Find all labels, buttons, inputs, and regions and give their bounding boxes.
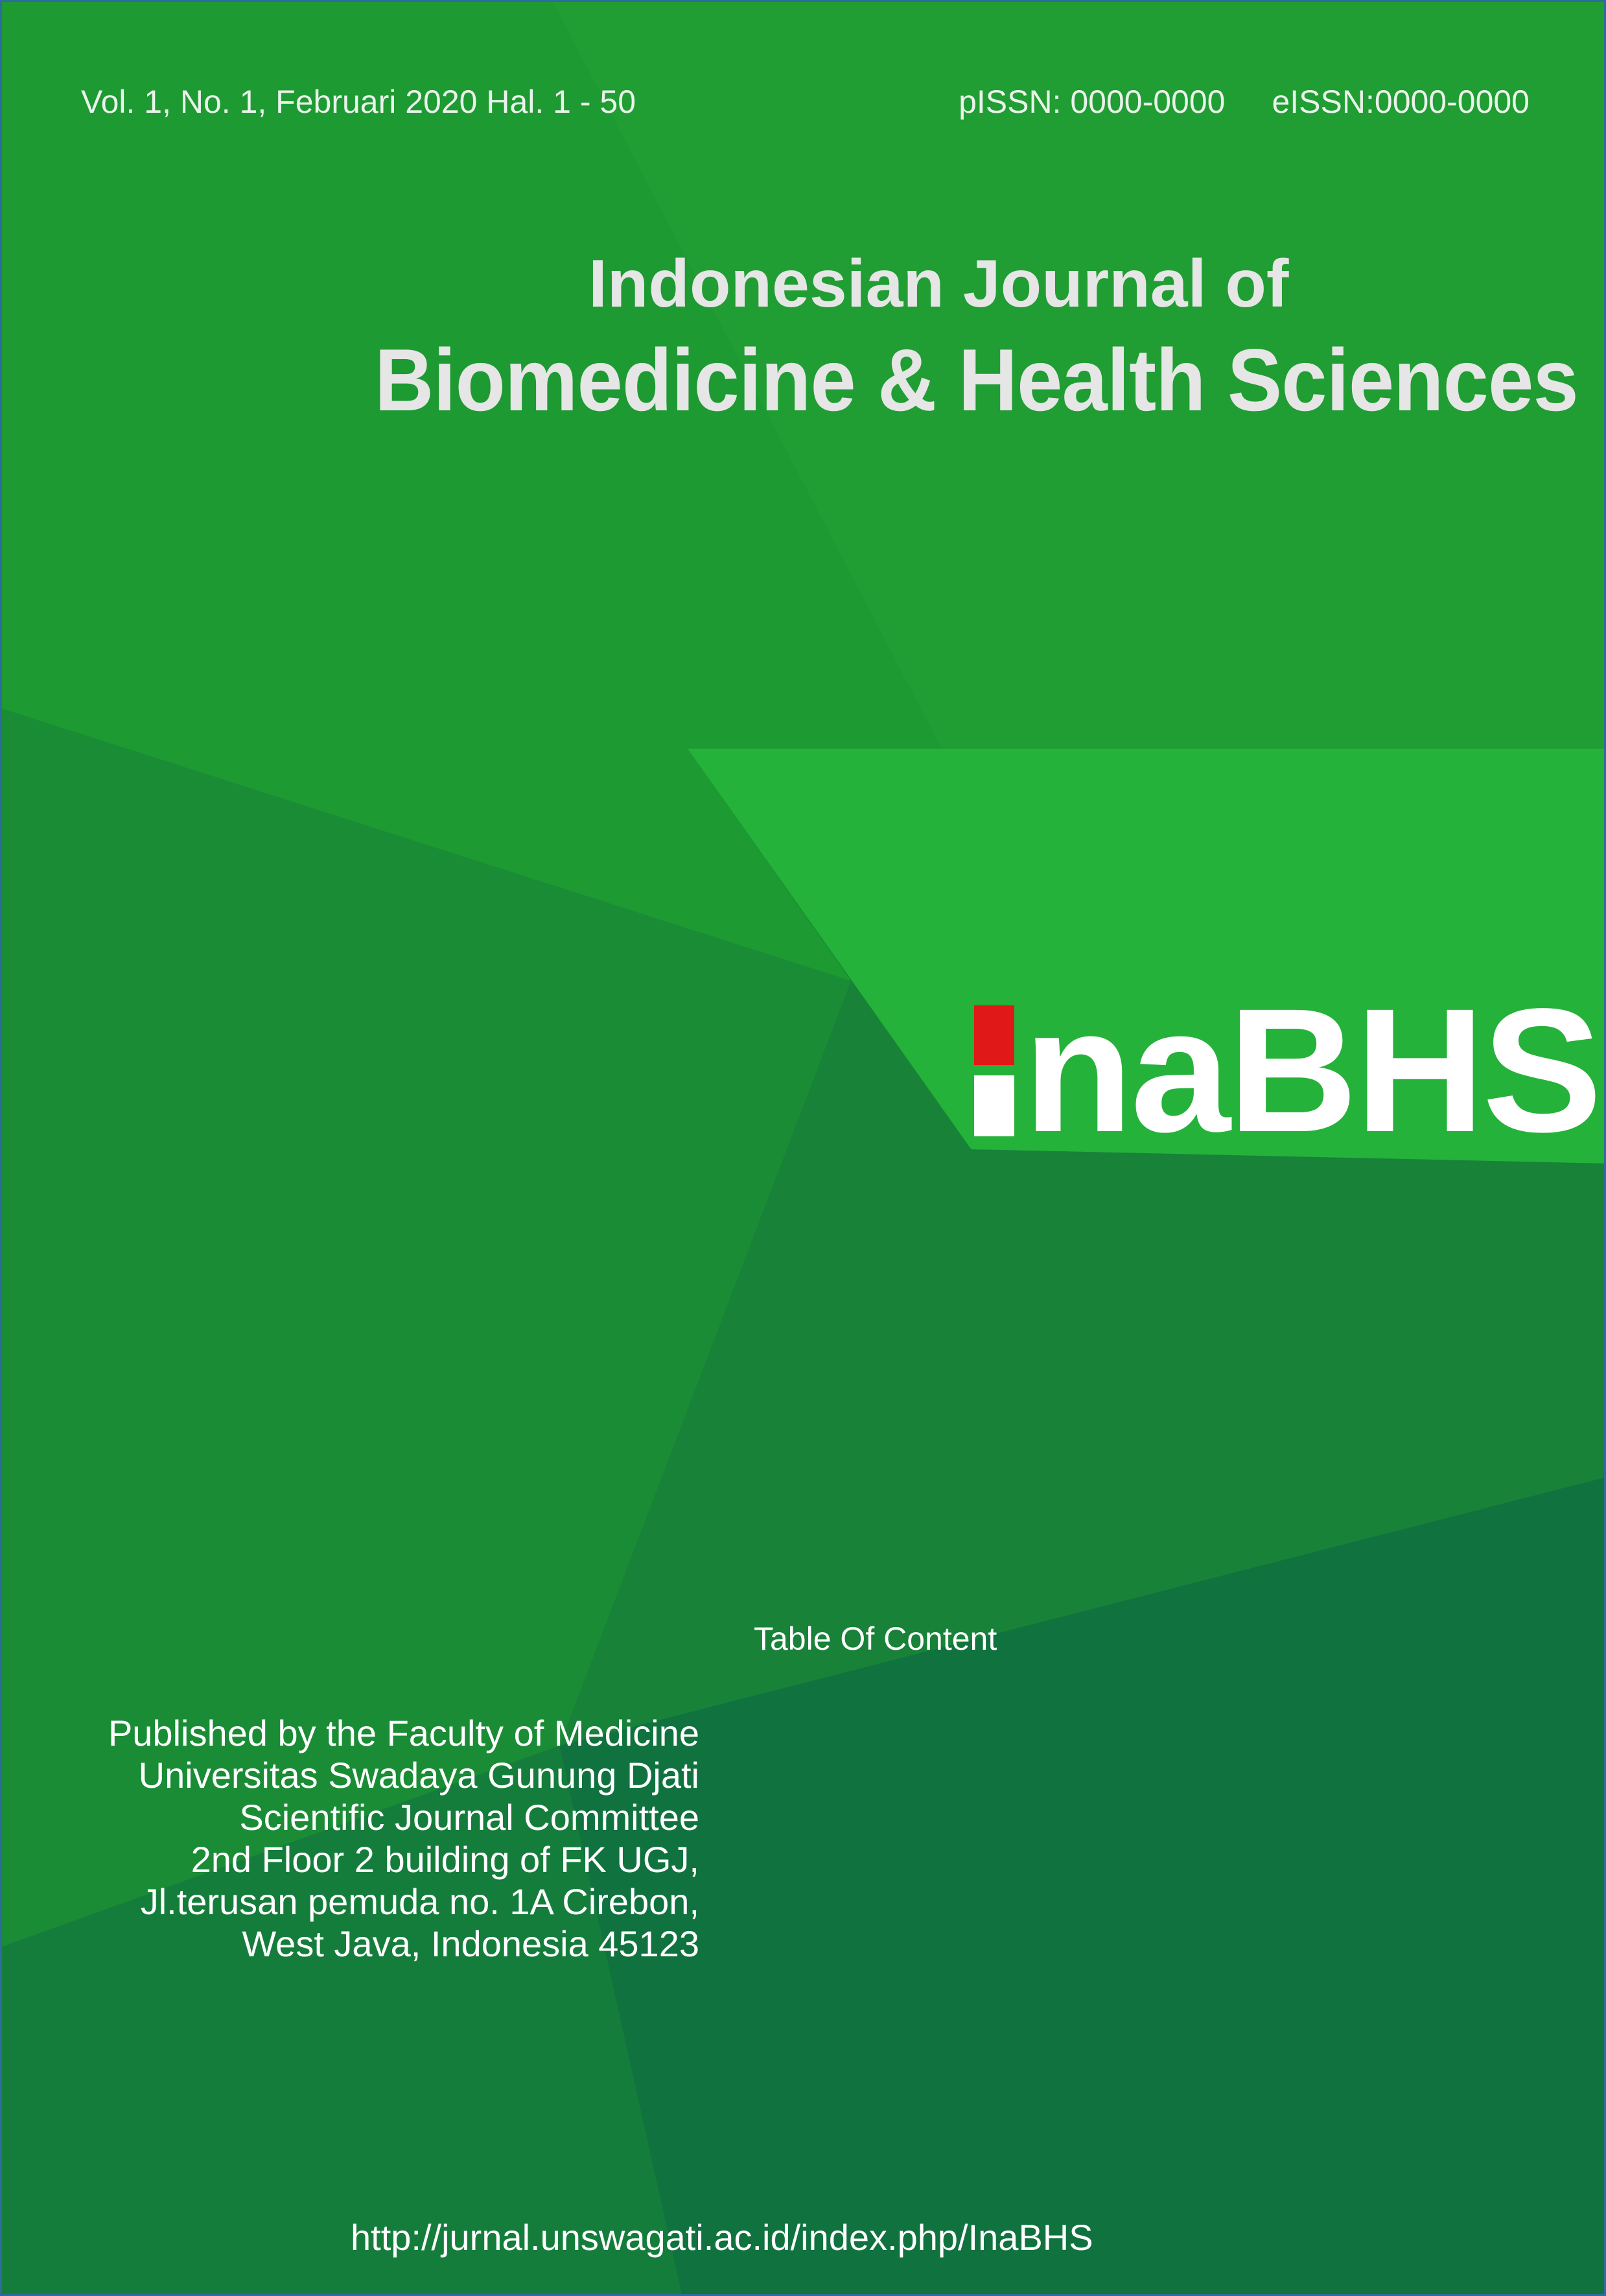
publisher-line: Universitas Swadaya Gunung Djati <box>138 1755 699 1796</box>
logo-wordmark: naBHS <box>1023 972 1600 1169</box>
inabhs-logo <box>974 972 1600 1169</box>
issn-info <box>959 81 1530 123</box>
eissn-number: eISSN:0000-0000 <box>1272 84 1530 120</box>
journal-url-link[interactable]: http://jurnal.unswagati.ac.id/index.php/InaBHS <box>351 2217 1093 2258</box>
table-of-content-link[interactable]: Table Of Content <box>754 1621 997 1657</box>
publisher-line: Jl.terusan pemuda no. 1A Cirebon, <box>140 1881 699 1922</box>
logo-white-block <box>974 1075 1014 1136</box>
logo-i-mark <box>974 1005 1014 1136</box>
journal-title-line-2: Biomedicine & Health Sciences <box>375 331 1578 429</box>
publisher-line: Scientific Journal Committee <box>239 1797 699 1838</box>
publisher-line: West Java, Indonesia 45123 <box>242 1923 699 1964</box>
journal-title-line-1: Indonesian Journal of <box>588 246 1289 322</box>
publisher-address <box>108 1712 699 1965</box>
publisher-line: 2nd Floor 2 building of FK UGJ, <box>191 1839 699 1880</box>
pissn-number: pISSN: 0000-0000 <box>959 84 1226 120</box>
volume-info: Vol. 1, No. 1, Februari 2020 Hal. 1 - 50 <box>81 84 636 120</box>
publisher-line: Published by the Faculty of Medicine <box>108 1713 699 1753</box>
logo-red-block <box>974 1005 1014 1065</box>
